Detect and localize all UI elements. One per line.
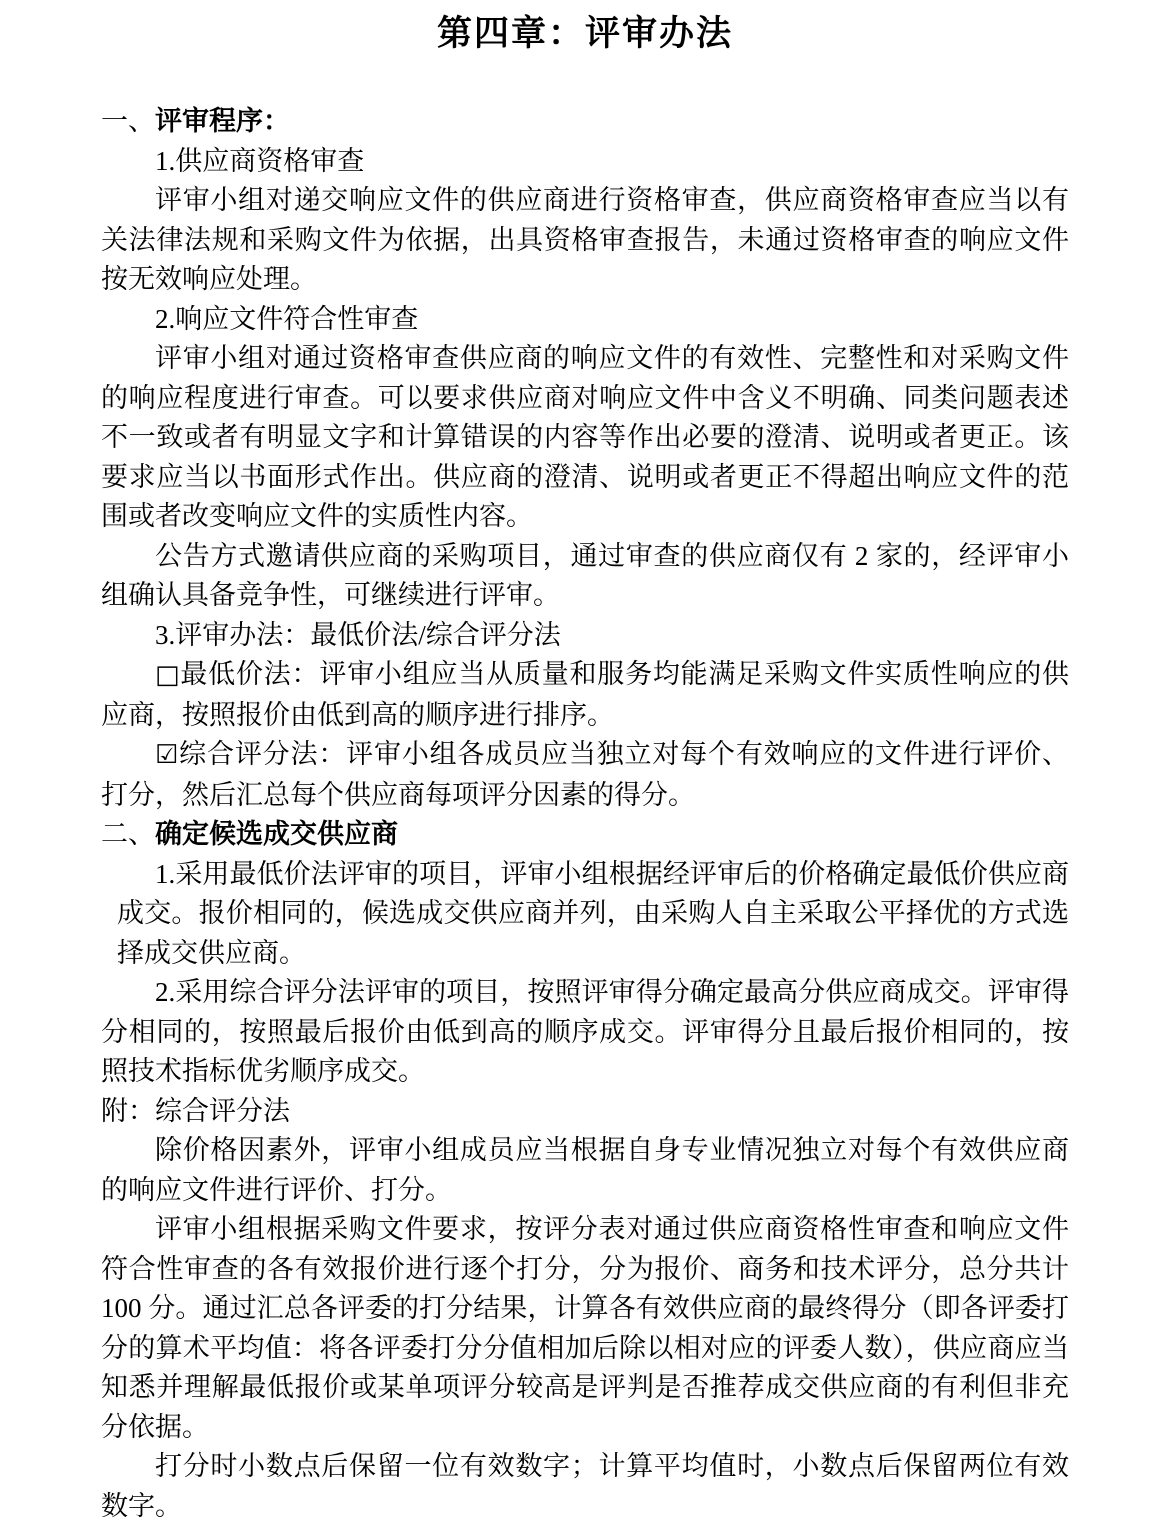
paragraph-qualification-title: 1.供应商资格审查: [155, 145, 365, 176]
option-lowest-price: [101, 655, 1069, 735]
option-comprehensive: [101, 735, 1069, 815]
paragraph-announcement: 公告方式邀请供应商的采购项目，通过审查的供应商仅有 2 家的，经评审小组确认具备竞争性，可继续进行评审。: [101, 540, 1069, 610]
section-2-heading: [101, 815, 1069, 855]
section-2-title: 确定候选成交供应商: [155, 819, 398, 849]
section-1-heading: [101, 102, 1069, 142]
paragraph-decimal-rule: 打分时小数点后保留一位有效数字；计算平均值时，小数点后保留两位有效数字。: [101, 1451, 1069, 1521]
paragraph-method-title: 3.评审办法：最低价法/综合评分法: [155, 619, 561, 650]
paragraph-lowest-award: 1.采用最低价法评审的项目，评审小组根据经评审后的价格确定最低价供应商成交。报价相同的，候选成交供应商并列，由采购人自主采取公平择优的方式选择成交供应商。: [117, 858, 1069, 968]
paragraph-attachment-title: 附：综合评分法: [101, 1095, 290, 1126]
paragraph-comprehensive-award: 2.采用综合评分法评审的项目，按照评审得分确定最高分供应商成交。评审得分相同的，按照最后报价由低到高的顺序成交。评审得分且最后报价相同的，按照技术指标优劣顺序成交。: [101, 977, 1069, 1086]
checkbox-unchecked-icon: □: [155, 660, 181, 690]
chapter-title: 第四章：评审办法: [436, 14, 733, 53]
section-1-title: 评审程序：: [155, 106, 290, 136]
option-comprehensive-text: 综合评分法：评审小组各成员应当独立对每个有效响应的文件进行评价、打分，然后汇总每个供应商每项评分因素的得分。: [101, 739, 1069, 810]
paragraph-conformity-body: 评审小组对通过资格审查供应商的响应文件的有效性、完整性和对采购文件的响应程度进行审查。可以要求供应商对响应文件中含义不明确、同类问题表述不一致或者有明显文字和计算错误的内容等作出必要的澄清、说明或者更正。该要求应当以书面形式作出。供应商的澄清、说明或者更正不得超出响应文件的范围或者改变响应文件的实质性内容。: [101, 343, 1069, 531]
section-1-number: 一、: [101, 106, 155, 136]
checkbox-checked-icon: ☑: [155, 740, 179, 770]
option-lowest-price-text: 最低价法：评审小组应当从质量和服务均能满足采购文件实质性响应的供应商，按照报价由低到高的顺序进行排序。: [101, 659, 1070, 730]
paragraph-scoring-detail: 评审小组根据采购文件要求，按评分表对通过供应商资格性审查和响应文件符合性审查的各有效报价进行逐个打分，分为报价、商务和技术评分，总分共计 100 分。通过汇总各评委的打分结果，计算各有效供应商的最终得分（即各评委打分的算术平均值：将各评委打分分值相加后除以相对应的评委人数），供应商应当知悉并理解最低报价或某单项评分较高是评判是否推荐成交供应商的有利但非充分依据。: [101, 1214, 1069, 1442]
paragraph-conformity-title: 2.响应文件符合性审查: [155, 303, 419, 334]
paragraph-qualification-body: 评审小组对递交响应文件的供应商进行资格审查，供应商资格审查应当以有关法律法规和采购文件为依据，出具资格审查报告，未通过资格审查的响应文件按无效响应处理。: [101, 185, 1069, 294]
section-2-number: 二、: [101, 819, 155, 849]
paragraph-attachment-intro: 除价格因素外，评审小组成员应当根据自身专业情况独立对每个有效供应商的响应文件进行评价、打分。: [101, 1135, 1069, 1205]
